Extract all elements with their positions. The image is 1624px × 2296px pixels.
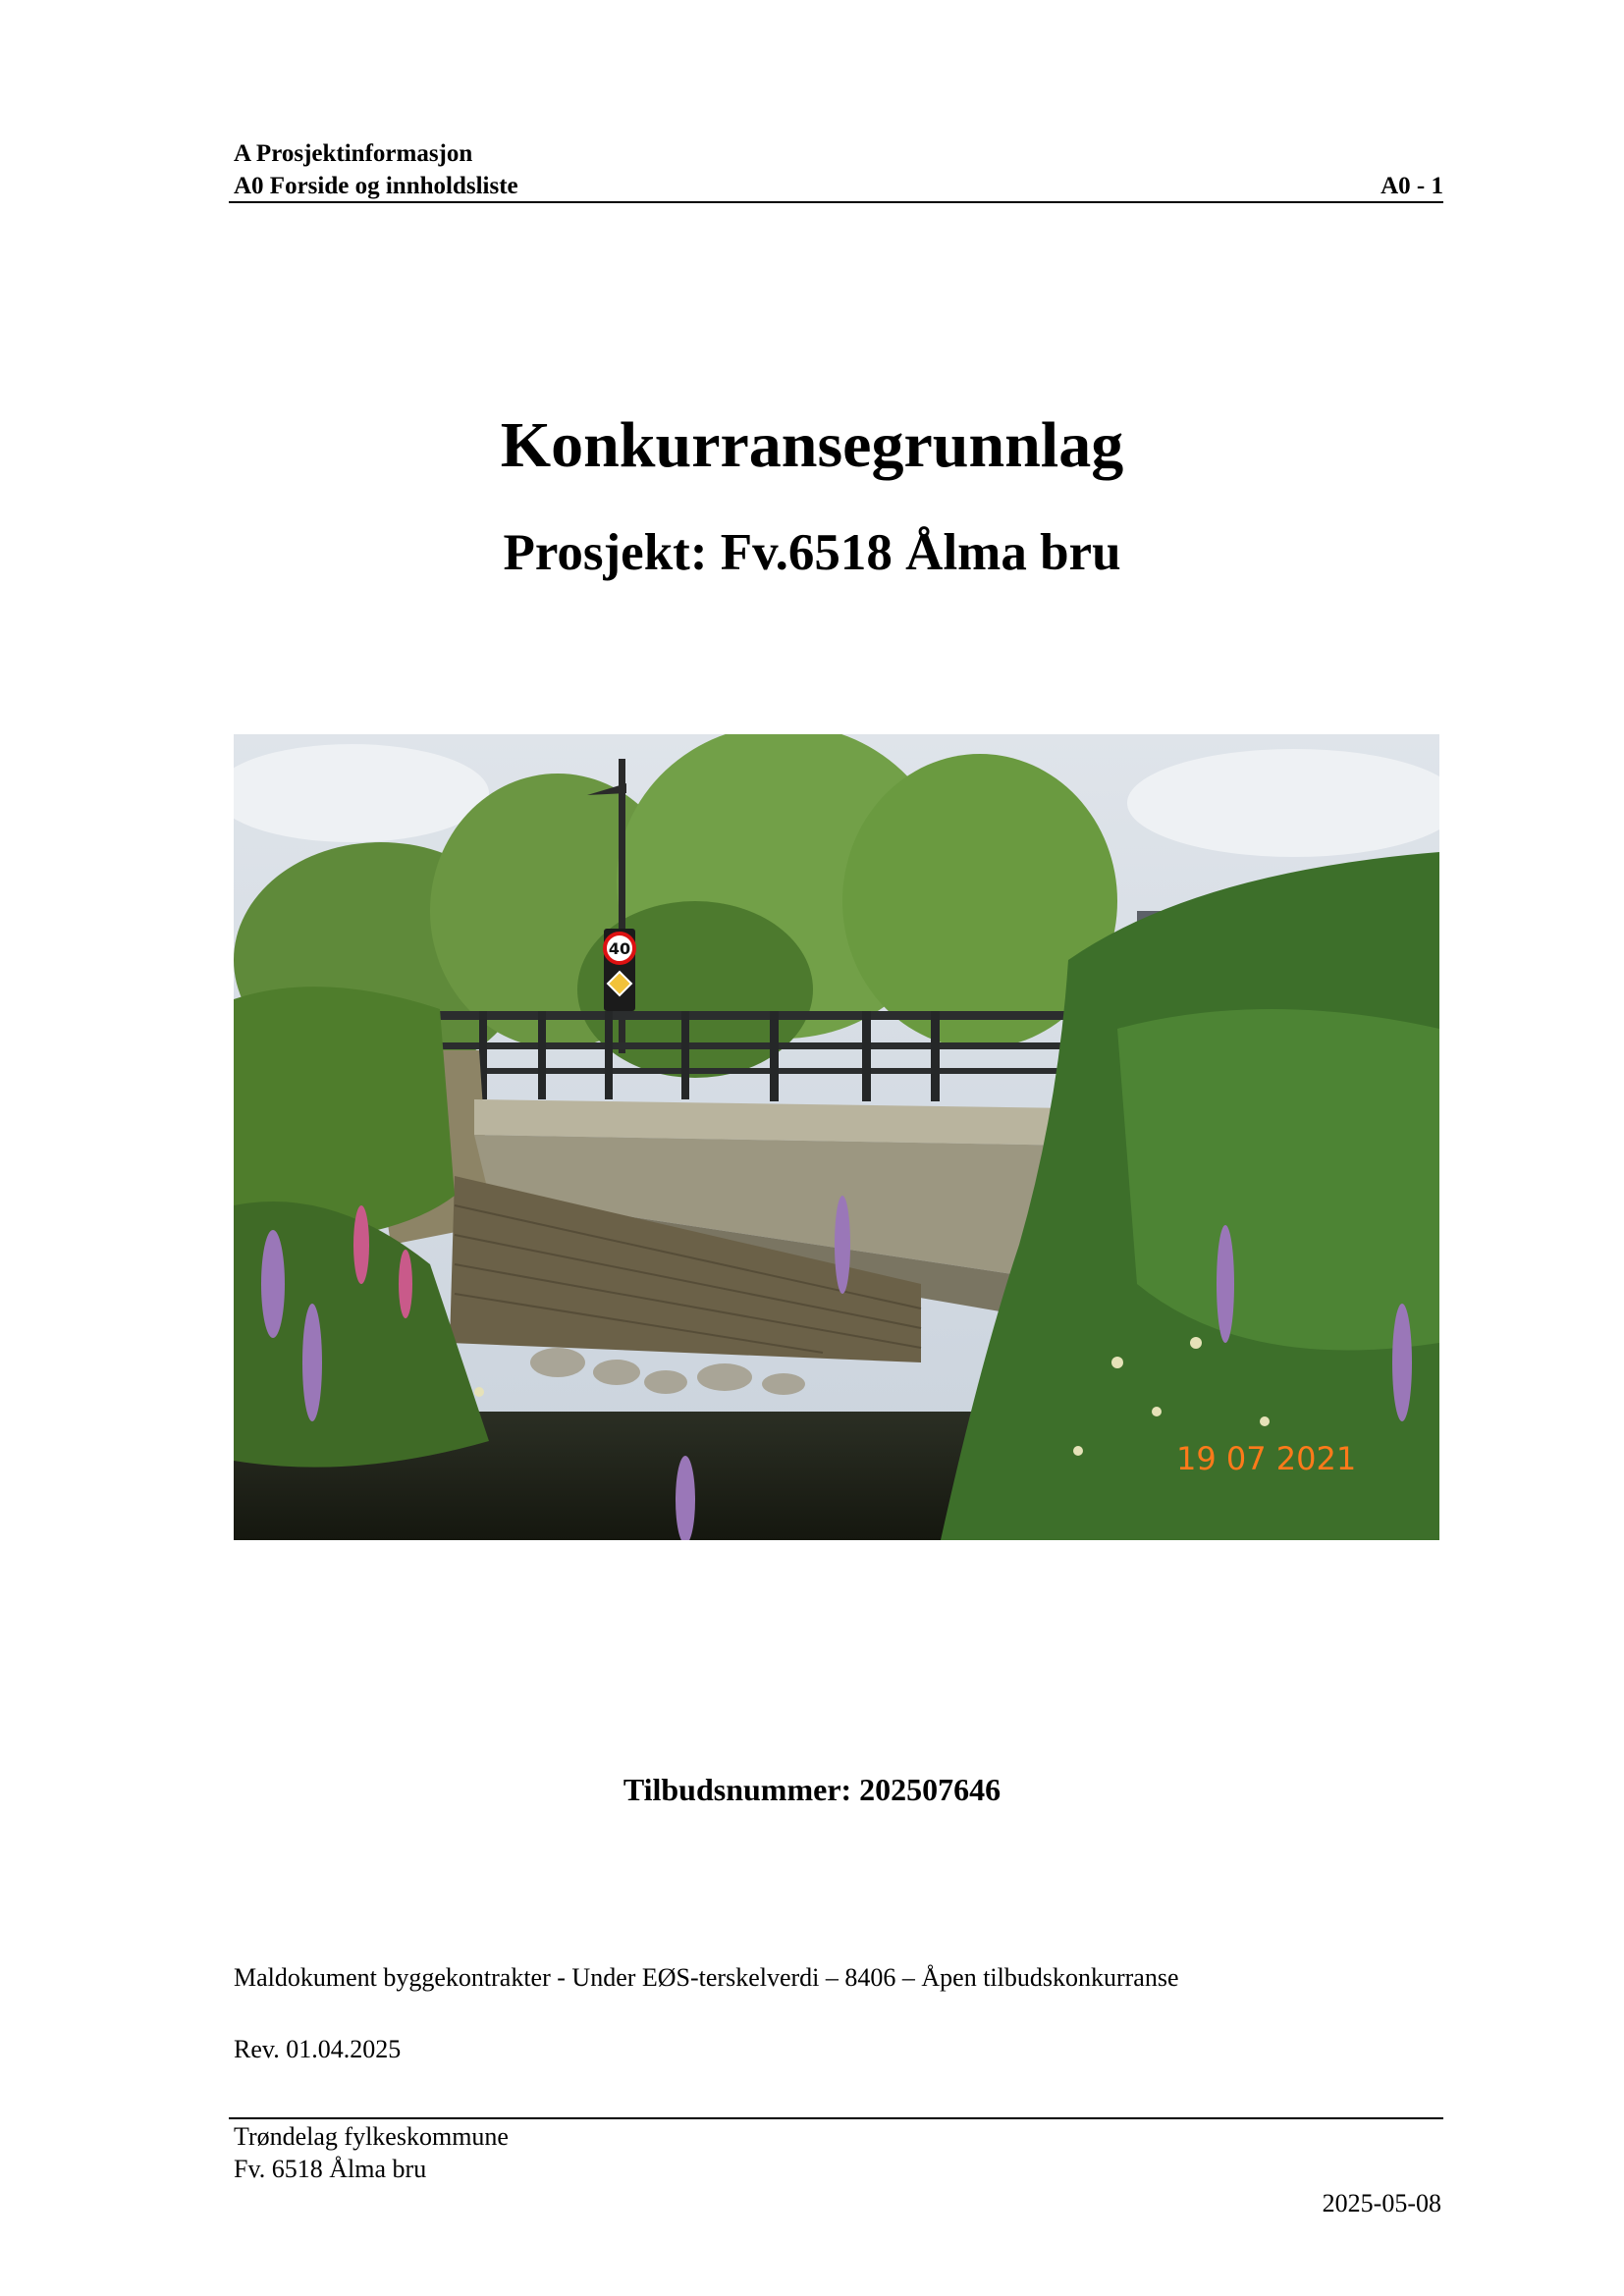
footer-rule — [229, 2117, 1443, 2119]
footer-project: Fv. 6518 Ålma bru — [234, 2155, 427, 2183]
footer-date: 2025-05-08 — [1322, 2189, 1441, 2217]
page-header — [234, 137, 1443, 202]
template-description: Maldokument byggekontrakter - Under EØS-terskelverdi – 8406 – Åpen tilbudskonkurranse — [234, 1963, 1179, 1992]
footer-organization: Trøndelag fylkeskommune — [234, 2122, 509, 2151]
header-page-ref: A0 - 1 — [1380, 173, 1443, 199]
offer-number: Tilbudsnummer: 202507646 — [623, 1772, 1001, 1807]
bridge-photo — [234, 734, 1439, 1540]
revision-text: Rev. 01.04.2025 — [234, 2035, 402, 2063]
document-title: Konkurransegrunnlag — [500, 409, 1124, 481]
speed-sign-label: 40 — [608, 939, 631, 958]
header-rule — [229, 201, 1443, 203]
header-subsection: A0 Forside og innholdsliste — [234, 173, 518, 199]
project-subtitle: Prosjekt: Fv.6518 Ålma bru — [503, 524, 1121, 581]
page-footer — [234, 2120, 509, 2185]
photo-date-stamp: 19 07 2021 — [1176, 1440, 1357, 1477]
header-section: A Prosjektinformasjon — [234, 140, 473, 167]
